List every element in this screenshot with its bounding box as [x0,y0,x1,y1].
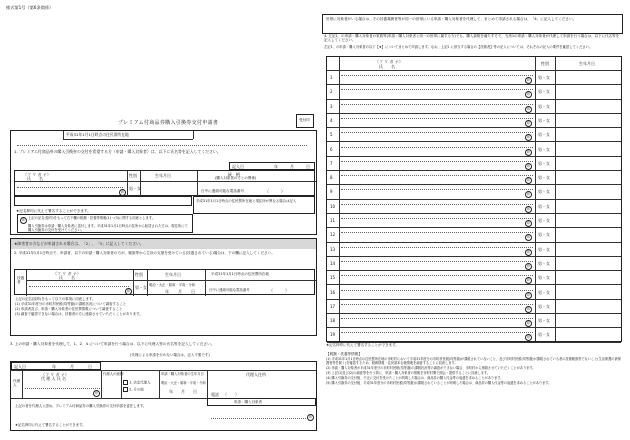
tel-label: 日中に連絡可能な電話番号 [201,189,245,193]
row-number: 1 [330,75,333,80]
seal-icon: 印 [126,289,131,293]
year-label: 年 [165,289,169,294]
tax-info-title: 【税額・扶養等情報】 [326,352,362,356]
row-gender[interactable]: 男・女 [538,275,550,281]
row-number: 17 [330,303,336,309]
section2-band-text: ★障害者の方などが申請される場合は、「2」、「3」に記入してください。 [14,241,144,246]
row-gender[interactable]: 男・女 [538,232,550,238]
section3-instruction: 3. 上の申請・購入対象者を代理して、1、2、4 について申請を行う場合は、以下に代理人等の氏名等を記入してください。 [10,342,215,346]
gender-value[interactable]: 男・女 [129,186,141,191]
note-a: 上記の記名(捺印)をもって右下欄の税額・扶養等情報(1)～(3)に関する同意とします。 [28,216,156,220]
address-label: 平成31年1月1日時点の住民票所在地 [211,272,269,276]
row-gender[interactable]: 男・女 [538,175,550,181]
row-gender[interactable]: 男・女 [538,289,550,295]
proxy-birthdate-label: 申請・購入対象者の生年月日 [161,372,204,376]
furigana-label: （フ リ ガ ナ） [53,271,81,276]
row-number: 12 [330,232,336,238]
note-b: 購入引換券は申請・購入対象者に送付します。平成31年1月1日時点の住所から転居された方は、現住所にて購入引換券の交付を受けてください。 [28,224,188,233]
section2-note-4: (3) 調査で確認できない場合は、扶養者の方に連絡させていただくことがあります。 [15,312,143,316]
receipt-label: 受付印 [299,118,310,122]
row-number: 9 [330,189,333,195]
row-number: 10 [330,203,336,209]
tel-value[interactable]: （ ） [223,392,239,397]
seal-icon: 印 [526,335,531,340]
seal-icon: 印 [526,106,531,111]
family-row[interactable] [327,142,621,156]
seal-icon: 印 [526,206,531,211]
family-row[interactable] [327,127,621,141]
checkbox-icon [123,380,128,385]
address-note: 平成31年1月1日時点の住民票所在地と現住所が異なる場合は記入 [196,199,297,203]
applicant-stamp [119,189,126,196]
row-number: 7 [330,160,333,166]
option-legal[interactable] [123,380,150,385]
row-gender[interactable]: 男・女 [538,260,550,266]
month-label: 月 [178,289,182,294]
era-options[interactable]: 明治・大正・昭和・平成・令和 [149,283,196,287]
family-row[interactable] [327,270,621,284]
furigana-label: （フ リ ガ ナ） [41,372,69,377]
family-row[interactable] [327,199,621,213]
col-birth: 生年月日 [579,61,595,66]
form-title: プレミアム付商品券購入引換券交付申請書 [118,120,219,126]
tax-note-2: (2) 申請・購入対象者が平成31年度分の市町村民税(均等割)の課税状況等の調査ができない場合、市町村から連絡させていただくことがあります。 [326,366,536,370]
birthdate-label: 生年月日 [165,272,181,277]
seal-icon: 印 [308,415,313,419]
section2-note-1: 上記の記名(捺印)をもって以下の事項に同意します。 [15,297,96,301]
family-row[interactable] [327,227,621,241]
row-number: 11 [330,218,336,223]
family-row[interactable] [327,113,621,127]
row-gender[interactable]: 男・女 [538,189,550,195]
family-table [326,56,622,342]
seal-icon: 印 [526,78,531,82]
birthdate-label: 生年月日 [155,173,171,178]
entry-date-label: 記入日 [14,364,26,369]
col-name: 氏 名 [379,64,395,69]
seal-icon: 印 [526,178,531,183]
tax-note-3: (3) 上記(1)及び(2)の調査等を行う際に、申請・購入対象者の情報を市町村間で照会・提供することに同意します。 [326,371,491,375]
row-number: 4 [330,117,333,123]
delegator-stamp [307,414,314,421]
base-address-label: 平成31年1月1日時点の住民票所在地 [66,132,129,137]
supporter-table [14,269,315,295]
tel-value[interactable]: （ ） [265,189,285,194]
row-number: 15 [330,275,336,281]
family-row[interactable] [327,299,621,313]
seal-icon: 印 [526,163,531,168]
consent-mark [20,217,27,224]
section2-box [10,238,317,336]
row-gender[interactable]: 男・女 [538,203,550,209]
row-gender[interactable]: 男・女 [538,89,550,95]
seal-icon: 印 [526,192,531,197]
proxy-relation-label: 代理人の続柄 [103,372,124,376]
tax-note-1: (1) 平成31年1月1日時点の住民票所在地の市町村において平成31年度分の市町村民税(均等割)が課税されていないこと、及び市町村民税(均等割)が課税されている者の扶養親族等でないこと(生活保護の被保護者等を除く)を確認するため、税務情報・住民基本台帳情報を調査することに同意します。 [326,357,621,365]
name-label: 氏 名 [27,176,43,181]
seal-icon: 印 [21,218,26,222]
tax-note-4: (4) 購入引換券の交付後、不正に交付を受けたことが判明した場合は、商品券の購入代金等の返還を求めることがあります。 [326,376,504,380]
row-gender[interactable]: 男・女 [538,103,550,109]
proxy-address-label: 代理人住所 [246,372,266,377]
family-row[interactable] [327,70,621,84]
row-gender[interactable]: 男・女 [538,318,550,324]
col-gender: 性別 [541,61,549,66]
row-number: 8 [330,175,333,181]
year-label: 年 [274,164,278,169]
proxy-name-label: 代 理 人 氏 名 [41,376,67,381]
seal-icon: 印 [526,278,531,283]
row-number: 6 [330,146,333,152]
contract-label-box [207,398,316,406]
section3-sub-instruction: (代理による申請を行わない場合は、記入不要です) [130,353,210,357]
seal-icon: 印 [526,249,531,254]
seal-icon: 印 [526,235,531,240]
consent-notes-box [17,214,193,233]
seal-icon: 印 [526,135,531,140]
proxy-side-label: 代理人 [13,379,21,388]
row-gender[interactable]: 男・女 [538,246,550,252]
family-row[interactable] [327,313,621,327]
tax-info-notes [326,357,623,385]
month-label: 月 [70,364,74,369]
contract-label: 申請・購入対象者 [234,400,262,404]
proxy-delegation-note: 上記の者を代理人と認め、プレミアム付商品券の購入引換券の交付申請を委任します。 [15,404,147,408]
section2-note-2: (1) 平成31年度分の市町村民税(均等割)の課税状況について調査すること [15,302,127,306]
supporter-side-label: 扶養者 [17,276,25,285]
family-row[interactable] [327,156,621,170]
section3-box [10,361,317,431]
seal-icon: 印 [526,321,531,326]
era-options[interactable]: 明治・大正・昭和・平成・令和 [161,381,206,385]
row-gender[interactable]: 男・女 [538,146,550,152]
row-gender[interactable]: 男・女 [538,303,550,309]
entry-date-field[interactable] [229,162,315,170]
right-header-box [322,14,623,34]
entry-date-label: 記入日 [232,164,244,169]
section2-band [11,239,316,249]
row-gender[interactable]: 男・女 [538,117,550,123]
row-number: 5 [330,132,333,138]
col-furigana: （フ リ ガ ナ） [375,59,403,64]
family-row[interactable] [327,184,621,198]
relation-label: 続 柄 [228,172,240,177]
seal-icon: 印 [526,263,531,268]
right-instruction: 4. 左記1、の申請・購入対象者の家族等(申請・購入対象者と同一の世帯に属する方)でも、購入資格を満たす方で、当該1の申請・購入対象者が代理して申請を行う場合は、以下に氏名等を記入してください。 [324,34,620,43]
seal-icon: 印 [94,391,99,395]
option-other-label: 2. その他 [129,387,144,392]
family-row[interactable] [327,327,621,341]
seal-icon: 印 [526,306,531,311]
supporter-stamp [125,288,132,295]
day-label: 日 [193,389,197,394]
furigana-label: （フ リ ガ ナ） [23,172,51,177]
proxy-entry-date[interactable] [11,362,101,370]
row-gender[interactable]: 男・女 [538,218,550,223]
form-number: 様式第1号（第6条関係） [6,5,54,10]
applicant-table [14,170,315,196]
name-label: 氏 名 [59,275,75,280]
day-label: 日 [191,289,195,294]
section1-box [10,130,317,235]
year-label: 年 [169,389,173,394]
day-label: 日 [88,364,92,369]
row-number: 14 [330,260,336,266]
gender-label: 性別 [135,272,143,277]
address-note-box [193,196,315,214]
row-gender[interactable]: 男・女 [538,160,550,166]
seal-icon: 印 [526,292,531,297]
gender-value[interactable]: 男・女 [135,285,147,290]
signature-note: ★記名押印に代えて署名することができます。 [15,423,86,427]
right-signature-note: ★記名押印に代えて署名することができます。 [326,343,399,347]
family-row[interactable] [327,285,621,299]
family-row[interactable] [327,242,621,256]
row-gender[interactable]: 男・女 [538,75,550,80]
address-field[interactable] [14,196,192,206]
seal-icon: 印 [526,149,531,154]
row-number: 13 [330,246,336,252]
option-legal-label: 1. 法定代理人 [129,380,151,385]
day-label: 日 [306,164,310,169]
row-number: 3 [330,103,333,109]
signature-note: ★記名押印に代えて署名することができます。 [16,209,91,213]
month-label: 月 [181,389,185,394]
right-top-note: 世帯に対象者がいる場合は、その扶養義務者等が同一の世帯にいる申請・購入対象者を代理して、まとめて申請される場合は、「4」に記入してください。 [326,17,577,21]
seal-icon: 印 [120,190,125,194]
gender-label: 性別 [129,173,137,178]
right-notes-small: 左記1、の申請・購入対象者の以下【★】についてまとめて申請します。なお、上記2 に該当する場合の【扶養者】等の記入については、それぞれの記入の要件を確認してください。 [324,45,593,49]
row-number: 19 [330,332,336,338]
row-number: 16 [330,289,336,295]
family-row[interactable] [327,256,621,270]
section2-instruction: 2. 平成31年1月1日時点で、申請者、以下の申請・購入対象者の方が、親族等から生計の支援を受けている(扶養されている)場合は、下の欄に記入してください。 [14,251,275,255]
month-label: 月 [290,164,294,169]
tel-label: 日中に連絡可能な電話番号 [209,288,250,292]
seal-icon: 印 [526,221,531,225]
seal-icon: 印 [526,120,531,125]
year-label: 年 [52,364,56,369]
section2-note-3: (2) 申請者及び、申請・購入対象者の住民票情報について調査すること [15,307,123,311]
proxy-stamp [93,390,100,397]
receipt-stamp-box [296,114,314,128]
row-number: 2 [330,89,333,95]
tax-note-5: (5) 購入引換券の交付後、平成31年度分の市町村民税(均等割)が課税されていることが判明した場合は、商品券の購入代金等の返還を求めることがあります。 [326,381,552,385]
family-row[interactable] [327,213,621,227]
row-gender[interactable]: 男・女 [538,132,550,138]
family-row[interactable] [327,170,621,184]
family-row[interactable] [327,84,621,98]
tel-value[interactable]: （ ） [269,288,289,293]
tel-label: 電話 [211,392,219,397]
seal-icon: 印 [526,92,531,97]
family-row[interactable] [327,99,621,113]
row-number: 18 [330,318,336,324]
section1-instruction: 1. プレミアム付商品券の購入引換券の交付を希望する方（申請・購入対象者）は、以下に氏名等を記入してください。 [14,149,221,154]
option-other[interactable] [123,387,144,392]
relation-note: (購入対象者の方との関係) [215,176,257,180]
row-gender[interactable]: 男・女 [538,332,550,338]
checkbox-icon [123,387,128,392]
